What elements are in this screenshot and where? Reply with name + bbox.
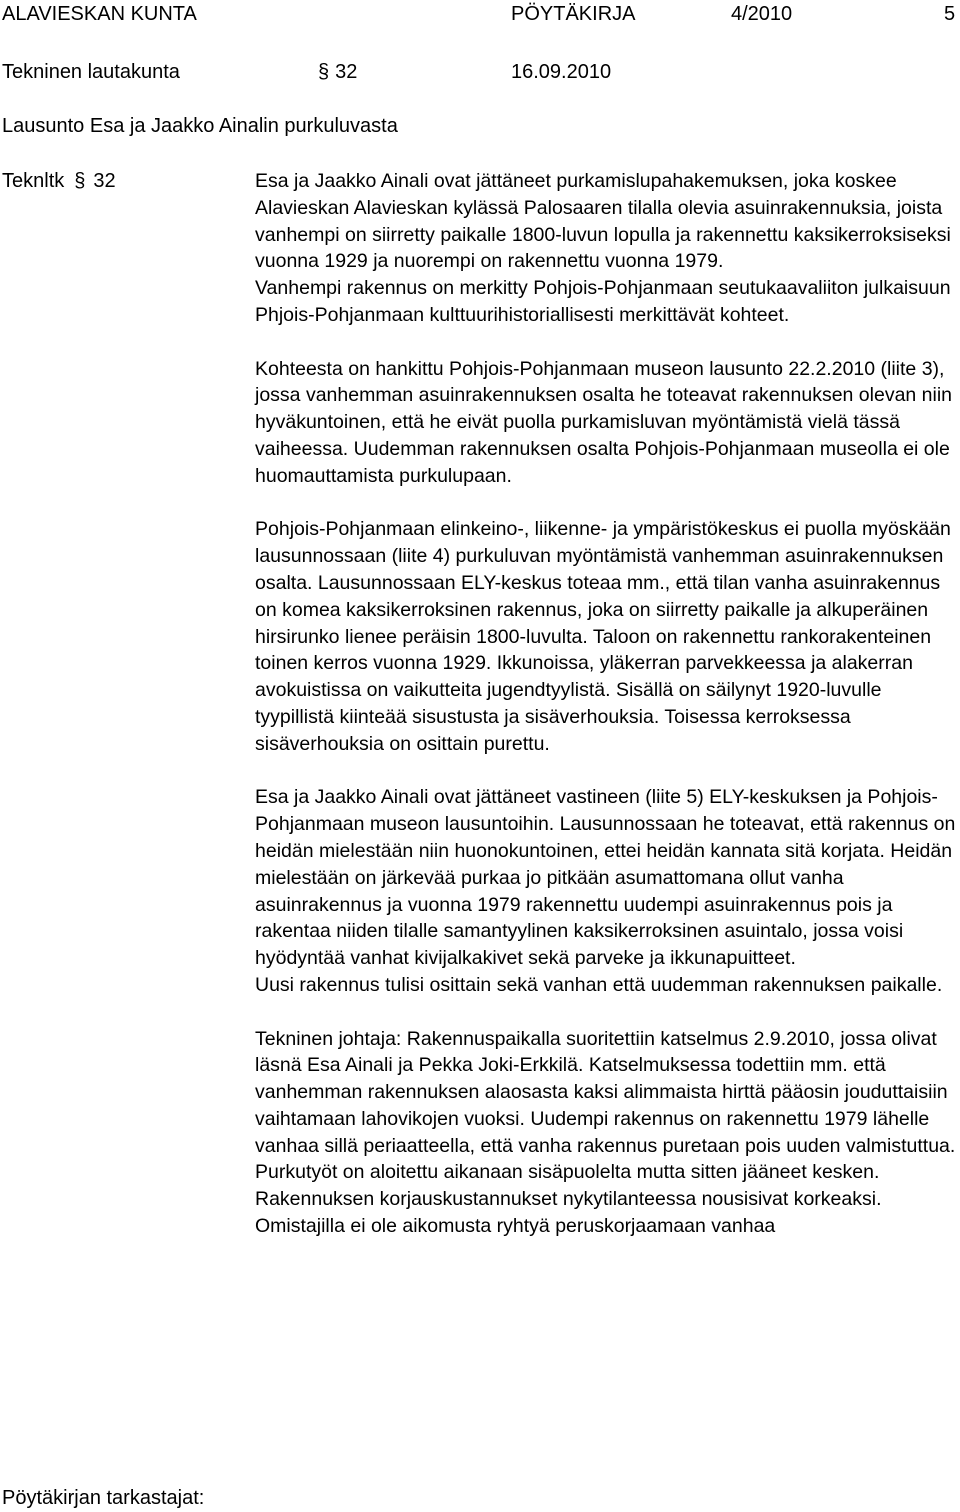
document-subject: Lausunto Esa ja Jaakko Ainalin purkuluvasta: [2, 115, 398, 137]
section-number-header: [318, 60, 357, 84]
organization-name: ALAVIESKAN KUNTA: [2, 3, 197, 25]
body-paragraph: Tekninen johtaja: Rakennuspaikalla suoritettiin katselmus 2.9.2010, jossa olivat läsnä Esa Ainali ja Pekka Joki-Erkkilä. Katselmuksessa todettiin mm. että vanhemman rakennuksen alaosasta kaksi alimmaista hirttä pääosin jouduttaisiin vaihtamaan lahovikojen vuoksi. Uudempi rakennus on rakennettu 1979 lähelle vanhaa sillä periaatteella, että vanha rakennus puretaan pois uuden valmistuttua. Purkutyöt on aloitettu aikanaan sisäpuolelta mutta sitten jääneet kesken.: [255, 1027, 956, 1184]
body-paragraph: Kohteesta on hankittu Pohjois-Pohjanmaan museon lausunto 22.2.2010 (liite 3), jossa vanhemman asuinrakennuksen osalta he toteavat rakennuksen olevan niin hyväkuntoinen, että he eivät puolla purkamisluvan myöntämistä vielä tässä vaiheessa. Uudemman rakennuksen osalta Pohjois-Pohjanmaan museolla ei ole huomauttamista purkulupaan.: [255, 357, 953, 487]
reviewers-label: Pöytäkirjan tarkastajat:: [2, 1487, 205, 1509]
body-paragraph: Esa ja Jaakko Ainali ovat jättäneet purkamislupahakemuksen, joka koskee Alavieskan Alavieskan kylässä Palosaaren tilalla olevia asuinrakennuksia, joista vanhempi on siirretty paikalle 1800-luvun lopulla ja rakennettu kaksikerroksiseksi vuonna 1929 ja nuorempi on rakennettu vuonna 1979.: [255, 170, 951, 273]
section-label-rest: ltk: [44, 170, 65, 192]
section-number: 32: [335, 61, 358, 83]
body-paragraph: Vanhempi rakennus on merkitty Pohjois-Pohjanmaan seutukaavaliiton julkaisuun Phjois-Pohjanmaan kulttuurihistoriallisesti merkittävät kohteet.: [255, 277, 951, 326]
meeting-date: 16.09.2010: [511, 61, 612, 83]
section-label-number: 32: [93, 170, 116, 192]
document-type: PÖYTÄKIRJA: [511, 3, 636, 25]
section-body: [255, 168, 960, 1240]
body-paragraph: Rakennuksen korjauskustannukset nykytilanteessa nousisivat korkeaksi. Omistajilla ei ole aikomusta ryhtyä peruskorjaamaan vanhaa: [255, 1188, 882, 1238]
body-paragraph: Uusi rakennus tulisi osittain sekä vanhan että uudemman rakennuksen paikalle.: [255, 973, 943, 996]
body-paragraph: Esa ja Jaakko Ainali ovat jättäneet vastineen (liite 5) ELY-keskuksen ja Pohjois-Pohjanmaan museon lausuntoihin. Lausunnossaan he toteavat, että rakennus on heidän mielestään niin huonokuntoinen, ettei heidän kannata sitä korjata. Heidän mielestään on järkevää purkaa jo pitkään asumattomana ollut vanha asuinrakennus ja vuonna 1979 rakennettu uudempi asuinrakennus pois ja rakentaa niiden tilalle samantyylinen kaksikerroksinen asuintalo, jossa voisi hyödyntää vanhat kivijalkakivet sekä parveke ja ikkunapuitteet.: [255, 786, 956, 970]
paragraph-sign: §: [318, 61, 330, 83]
section-label: [2, 169, 116, 193]
body-paragraph: Pohjois-Pohjanmaan elinkeino-, liikenne- ja ympäristökeskus ei puolla myöskään lausunnossaan (liite 4) purkuluvan myöntämistä vanhemman asuinrakennuksen osalta. Lausunnossaan ELY-keskus toteaa mm., että tilan vanha asuinrakennus on komea kaksikerroksinen rakennus, joka on siirretty paikalle ja alkuperäinen hirsirunko lienee peräisin 1800-luvulta. Taloon on rakennettu rankorakenteinen toinen kerros vuonna 1929. Ikkunoissa, yläkerran parvekkeessa ja alakerran avokuistissa on vaikutteita jugendtyylistä. Sisällä on säilynyt 1920-luvulle tyypillistä kiinteää sisustusta ja sisäverhouksia. Toisessa kerroksessa sisäverhouksia on osittain purettu.: [255, 518, 951, 755]
document-number: 4/2010: [731, 3, 793, 25]
section-label-abbrev: Tekn: [2, 170, 45, 192]
page-number: 5: [944, 3, 956, 25]
committee-name: Tekninen lautakunta: [2, 61, 180, 83]
paragraph-sign: §: [74, 170, 86, 192]
